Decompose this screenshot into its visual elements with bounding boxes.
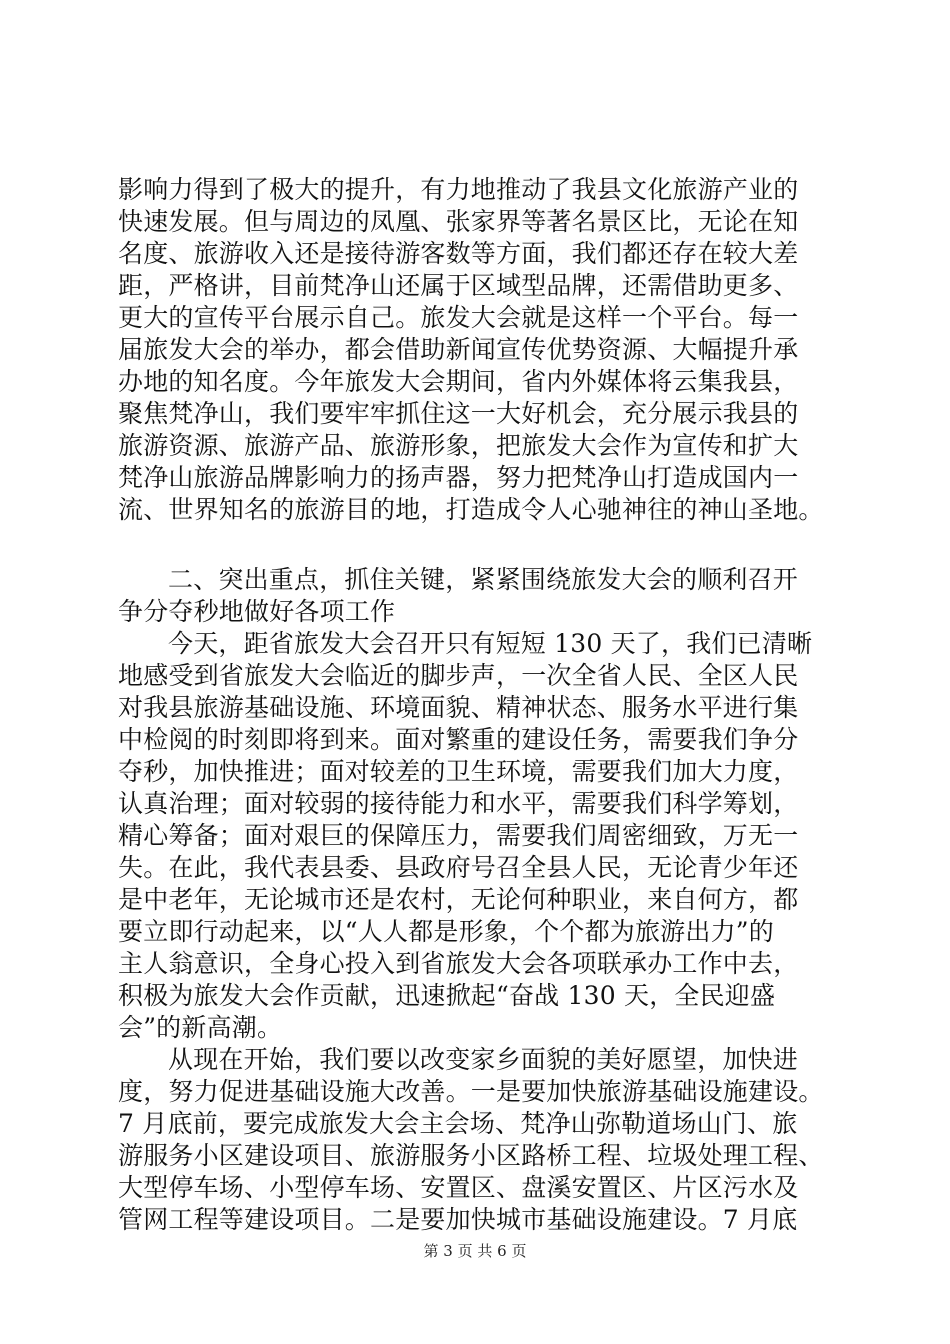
text-line: 主人翁意识，全身心投入到省旅发大会各项联承办工作中去，: [118, 949, 799, 978]
paragraph-2: [118, 628, 858, 1044]
page-footer: 第 3 页 共 6 页: [423, 1242, 527, 1260]
document-body: [118, 174, 858, 1236]
text-line: 是中老年，无论城市还是农村，无论何种职业，来自何方，都: [118, 885, 799, 914]
text-line: 管网工程等建设项目。二是要加快城市基础设施建设。7 月底: [118, 1205, 798, 1234]
text-line: 7 月底前，要完成旅发大会主会场、梵净山弥勒道场山门、旅: [118, 1109, 798, 1138]
text-line: 积极为旅发大会作贡献，迅速掀起“奋战 130 天，全民迎盛: [118, 981, 776, 1010]
text-line: 地感受到省旅发大会临近的脚步声，一次全省人民、全区人民: [118, 661, 799, 690]
text-line: 流、世界知名的旅游目的地，打造成令人心驰神往的神山圣地。: [118, 495, 824, 524]
text-line: 旅游资源、旅游产品、旅游形象，把旅发大会作为宣传和扩大: [118, 431, 799, 460]
text-line: 更大的宣传平台展示自己。旅发大会就是这样一个平台。每一: [118, 303, 799, 332]
text-line: 距，严格讲，目前梵净山还属于区域型品牌，还需借助更多、: [118, 271, 799, 300]
text-line: 中检阅的时刻即将到来。面对繁重的建设任务，需要我们争分: [118, 725, 799, 754]
paragraph-gap: [118, 526, 858, 564]
text-line: 影响力得到了极大的提升，有力地推动了我县文化旅游产业的: [118, 175, 799, 204]
heading-line: 争分夺秒地做好各项工作: [118, 597, 396, 626]
section-heading: [118, 564, 858, 628]
text-line: 大型停车场、小型停车场、安置区、盘溪安置区、片区污水及: [118, 1173, 799, 1202]
text-line: 从现在开始，我们要以改变家乡面貌的美好愿望，加快进: [168, 1045, 799, 1074]
text-line: 聚焦梵净山，我们要牢牢抓住这一大好机会，充分展示我县的: [118, 399, 799, 428]
text-line: 夺秒，加快推进；面对较差的卫生环境，需要我们加大力度，: [118, 757, 799, 786]
text-line: 精心筹备；面对艰巨的保障压力，需要我们周密细致，万无一: [118, 821, 799, 850]
text-line: 办地的知名度。今年旅发大会期间，省内外媒体将云集我县，: [118, 367, 799, 396]
text-line: 认真治理；面对较弱的接待能力和水平，需要我们科学筹划，: [118, 789, 799, 818]
paragraph-1: [118, 174, 858, 526]
text-line: 失。在此，我代表县委、县政府号召全县人民，无论青少年还: [118, 853, 799, 882]
text-line: 今天，距省旅发大会召开只有短短 130 天了，我们已清晰: [168, 629, 813, 658]
text-line: 游服务小区建设项目、旅游服务小区路桥工程、垃圾处理工程、: [118, 1141, 824, 1170]
text-line: 名度、旅游收入还是接待游客数等方面，我们都还存在较大差: [118, 239, 799, 268]
text-line: 快速发展。但与周边的凤凰、张家界等著名景区比，无论在知: [118, 207, 799, 236]
text-line: 梵净山旅游品牌影响力的扬声器，努力把梵净山打造成国内一: [118, 463, 799, 492]
paragraph-3: [118, 1044, 858, 1236]
text-line: 届旅发大会的举办，都会借助新闻宣传优势资源、大幅提升承: [118, 335, 799, 364]
text-line: 对我县旅游基础设施、环境面貌、精神状态、服务水平进行集: [118, 693, 799, 722]
text-line: 会”的新高潮。: [118, 1013, 283, 1042]
heading-line: 二、突出重点，抓住关键，紧紧围绕旅发大会的顺利召开: [168, 565, 799, 594]
text-line: 要立即行动起来，以“人人都是形象，个个都为旅游出力”的: [118, 917, 774, 946]
text-line: 度，努力促进基础设施大改善。一是要加快旅游基础设施建设。: [118, 1077, 824, 1106]
